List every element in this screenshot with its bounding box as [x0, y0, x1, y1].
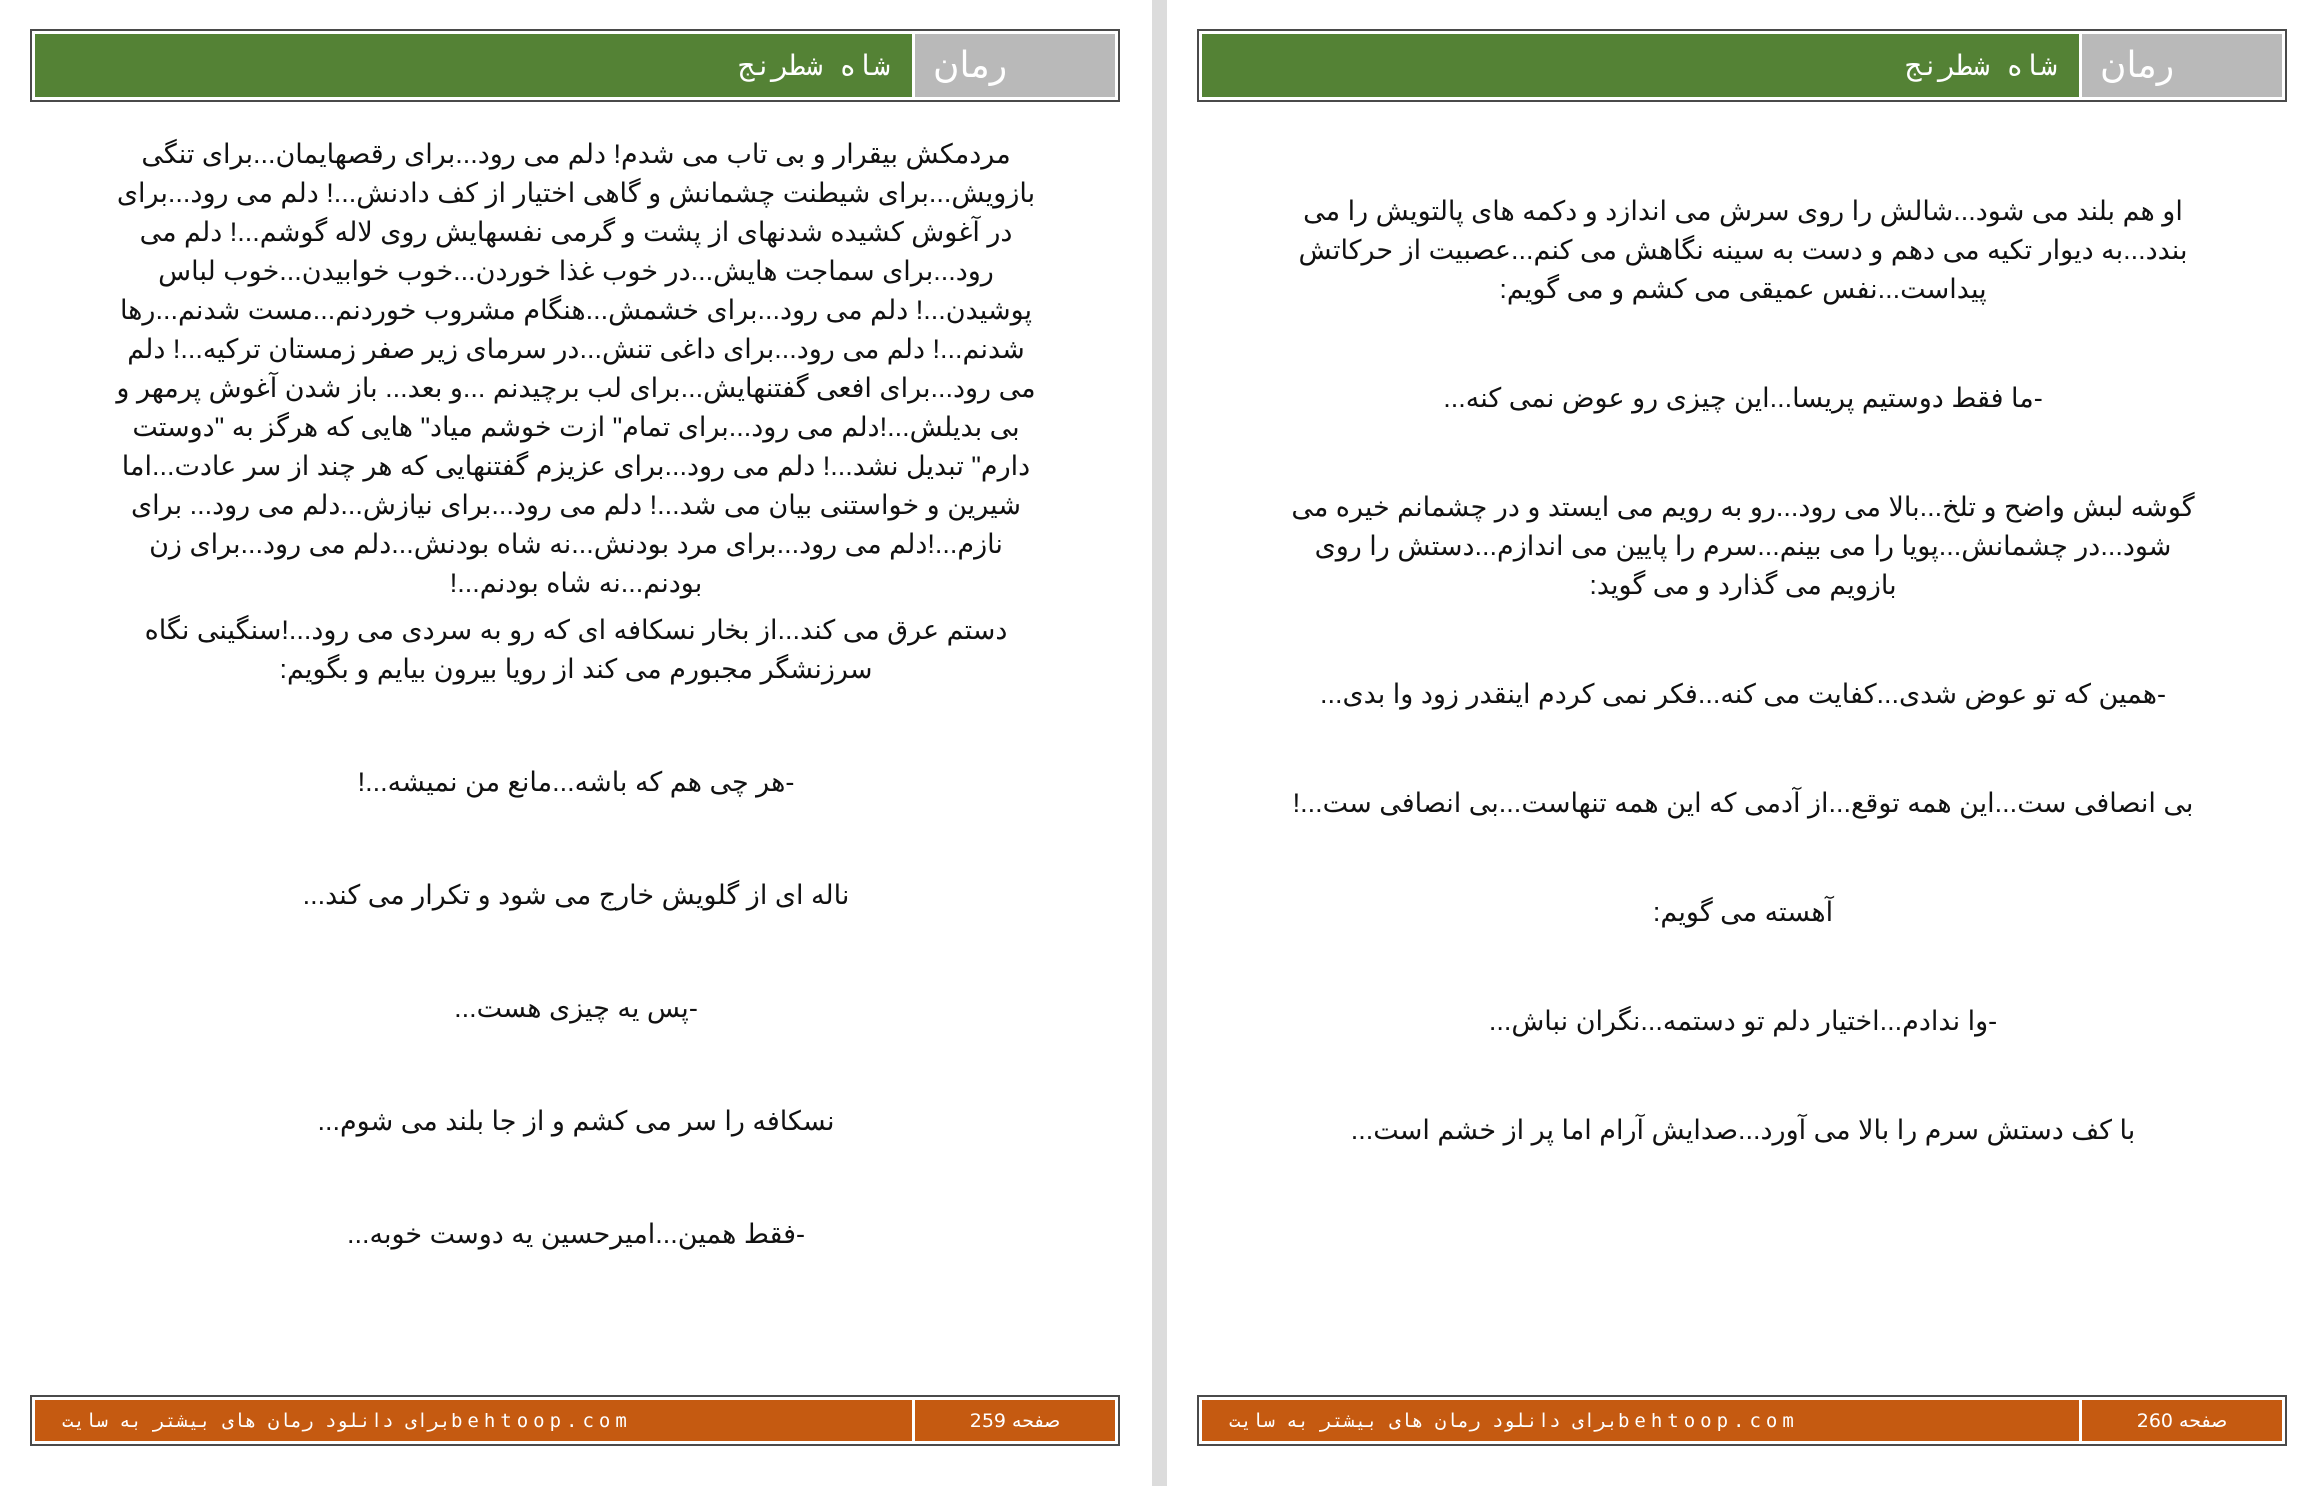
genre-box — [2082, 34, 2282, 97]
paragraph: او هم بلند می شود...شالش را روی سرش می اندازد و دکمه های پالتویش را می بندد...به دیوار تکیه می دهم و دست به سینه نگاهش می کنم...عصبیت از حرکاتش پیداست...نفس عمیقی می کشم و می گویم: — [1298, 196, 2188, 304]
page-number-box — [915, 1400, 1115, 1441]
page-header — [1197, 29, 2287, 102]
genre-label: رمان — [933, 45, 1008, 86]
paragraph: -هر چی هم که باشه...مانع من نمیشه...! — [357, 767, 795, 797]
book-title-box — [35, 34, 915, 97]
page-footer — [30, 1395, 1120, 1446]
page-body — [1279, 192, 2207, 1150]
footer-site-text: برای دانلود رمان های بیشتر به سایتbehtoop.com — [62, 1409, 632, 1432]
genre-label: رمان — [2100, 45, 2175, 86]
paragraph: -ما فقط دوستیم پریسا...این چیزی رو عوض نمی کنه... — [1443, 383, 2043, 413]
document-page-259 — [0, 0, 1152, 1486]
paragraph: -وا ندادم...اختیار دلم تو دستمه...نگران نباش... — [1488, 1006, 1998, 1036]
paragraph: بی انصافی ست...این همه توقع...از آدمی که این همه تنهاست...بی انصافی ست...! — [1292, 788, 2194, 818]
page-footer — [1197, 1395, 2287, 1446]
book-title: شاه شطرنج — [738, 49, 890, 82]
footer-site-text: برای دانلود رمان های بیشتر به سایتbehtoop.com — [1229, 1409, 1799, 1432]
paragraph: با کف دستش سرم را بالا می آورد...صدایش آرام اما پر از خشم است... — [1350, 1115, 2136, 1145]
paragraph: مردمکش بیقرار و بی تاب می شدم! دلم می رود...برای رقصهایمان...برای تنگی بازویش...برای شیطنت چشمانش و گاهی اختیار از کف دادنش...! دلم می رود...برای در آغوش کشیده شدنهای از پشت و گرمی نفسهایش روی لاله گوشم...! دلم می رود...برای سماجت هایش...در خوب غذا خوردن...خوب خوابیدن...خوب لباس پوشیدن...! دلم می رود...برای خشمش...هنگام مشروب خوردنم...مست شدنم...رها شدنم...! دلم می رود...برای داغی تنش...در سرمای زیر صفر زمستان ترکیه...! دلم می رود...برای افعی گفتنهایش...برای لب برچیدنم ...و بعد... باز شدن آغوش پرمهر و بی بدیلش...!دلم می رود...برای تمام" ازت خوشم میاد" هایی که هرگز به "دوستت دارم" تبدیل نشد...! دلم می رود...برای عزیزم گفتنهایی که هر چند از سر عادت...اما شیرین و خواستنی بیان می شد...! دلم می رود...برای نیازش...دلم می رود... برای نازم...!دلم می رود...برای مرد بودنش...نه شاه بودنش...دلم می رود...برای زن بودنم...نه شاه بودنم...! — [116, 139, 1036, 598]
book-title-box — [1202, 34, 2082, 97]
paragraph: -فقط همین...امیرحسین یه دوست خوبه... — [346, 1219, 806, 1249]
footer-site-box — [35, 1400, 915, 1441]
page-number: صفحه 259 — [969, 1409, 1061, 1432]
genre-box — [915, 34, 1115, 97]
page-number: صفحه 260 — [2136, 1409, 2228, 1432]
paragraph: گوشه لبش واضح و تلخ...بالا می رود...رو به رویم می ایستد و در چشمانم خیره می شود...در چشمانش...پویا را می بینم...سرم را پایین می اندازم...دستش را روی بازویم می گذارد و می گوید: — [1291, 492, 2195, 600]
paragraph: ناله ای از گلویش خارج می شود و تکرار می کند... — [302, 880, 850, 910]
page-body — [112, 135, 1040, 1254]
document-page-260 — [1167, 0, 2315, 1486]
footer-site-box — [1202, 1400, 2082, 1441]
paragraph: دستم عرق می کند...از بخار نسکافه ای که رو به سردی می رود...!سنگینی نگاه سرزنشگر مجبورم می کند از رویا بیرون بیایم و بگویم: — [144, 615, 1008, 684]
page-header — [30, 29, 1120, 102]
paragraph: آهسته می گویم: — [1652, 897, 1834, 927]
book-title: شاه شطرنج — [1905, 49, 2057, 82]
paragraph: -پس یه چیزی هست... — [454, 993, 698, 1023]
page-number-box — [2082, 1400, 2282, 1441]
paragraph: -همین که تو عوض شدی...کفایت می کنه...فکر نمی کردم اینقدر زود وا بدی... — [1319, 679, 2167, 709]
paragraph: نسکافه را سر می کشم و از جا بلند می شوم... — [317, 1106, 835, 1136]
